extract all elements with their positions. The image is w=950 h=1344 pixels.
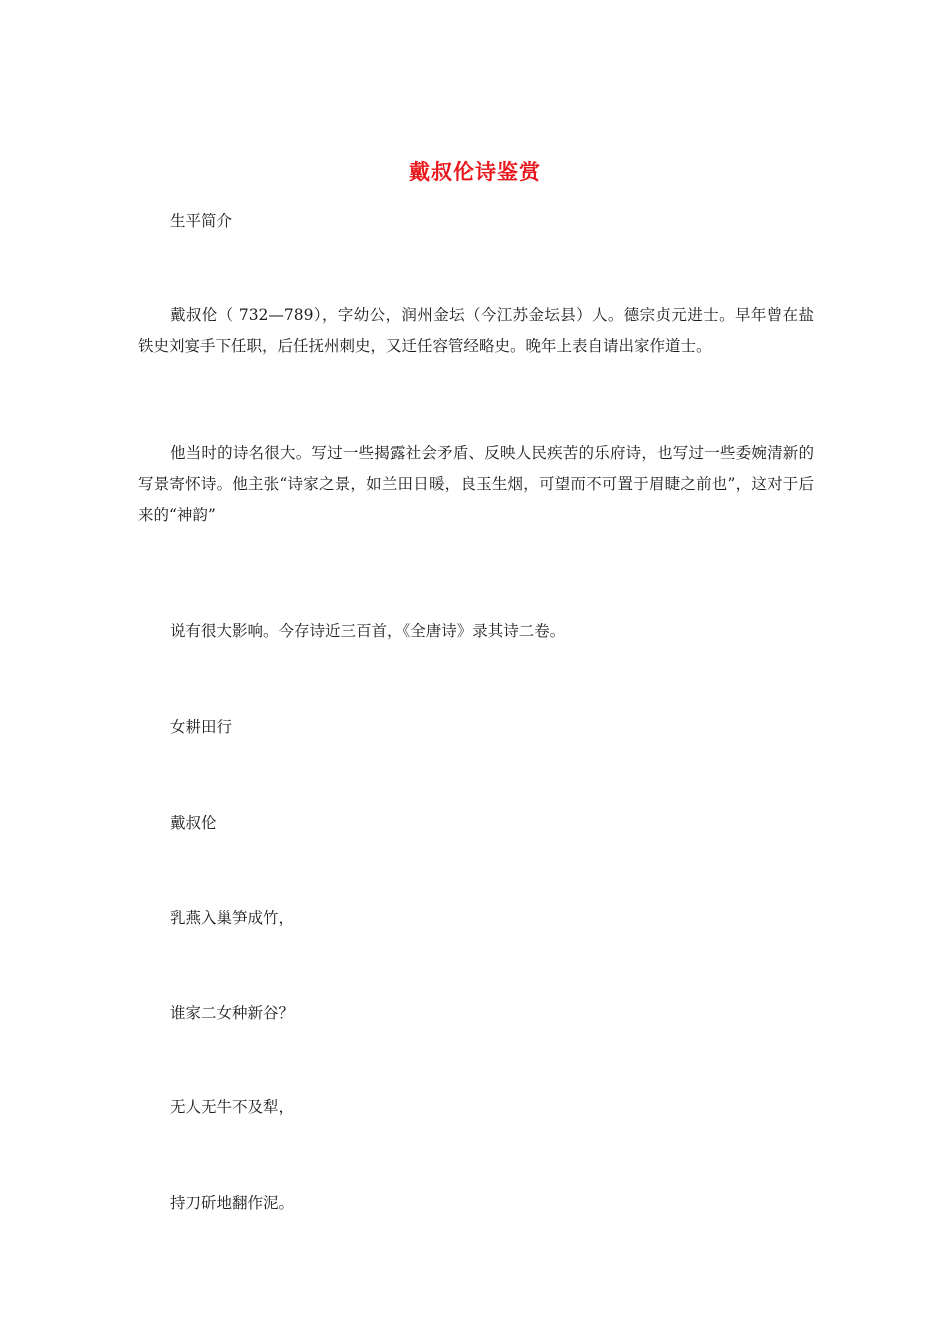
- poem-line: 无人无牛不及犁，: [170, 1098, 295, 1116]
- poem-title: 女耕田行: [170, 718, 233, 736]
- paragraph-poetic-style: 他当时的诗名很大。写过一些揭露社会矛盾、反映人民疾苦的乐府诗，也写过一些委婉清新的写景寄怀诗。他主张“诗家之景，如兰田日暖，良玉生烟，可望而不可置于眉睫之前也”，这对于后来的“神韵”: [138, 444, 814, 524]
- section-heading-biography: 生平简介: [170, 212, 233, 230]
- paragraph-influence: 说有很大影响。今存诗近三百首，《全唐诗》录其诗二卷。: [170, 622, 566, 640]
- poem-line: 谁家二女种新谷？: [170, 1004, 295, 1022]
- paragraph-biography: 戴叔伦（ 732—789），字幼公，润州金坛（今江苏金坛县）人。德宗贞元进士。早年曾在盐铁史刘宴手下任职，后任抚州刺史，又迁任容管经略史。晚年上表自请出家作道士。: [138, 306, 814, 355]
- poem-line: 乳燕入巢笋成竹，: [170, 909, 295, 927]
- poem-author: 戴叔伦: [170, 814, 217, 832]
- document-title: 戴叔伦诗鉴赏: [409, 160, 541, 184]
- poem-line: 持刀斫地翻作泥。: [170, 1194, 295, 1212]
